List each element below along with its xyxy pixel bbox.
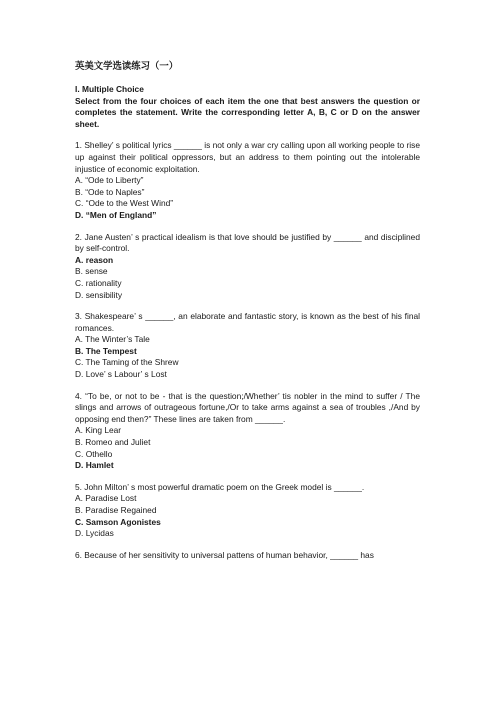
question-2 (75, 232, 420, 302)
question-stem: 1. Shelley’ s political lyrics ______ is not only a war cry calling upon all working people to rise up against their political oppressors, but an address to them pointing out the intolerable injustice of economic exploitation. (75, 140, 420, 174)
answer-option-correct: D. Hamlet (75, 460, 114, 471)
answer-option: B. Romeo and Juliet (75, 437, 151, 448)
question-1 (75, 140, 420, 221)
answer-option-correct: C. Samson Agonistes (75, 516, 161, 527)
answer-option-correct: D. “Men of England” (75, 209, 157, 220)
answer-option: D. Lycidas (75, 528, 114, 539)
answer-option: D. sensibility (75, 289, 123, 300)
answer-option: B. “Ode to Naples” (75, 186, 145, 197)
section-heading: I. Multiple Choice (75, 84, 144, 94)
answer-option-correct: A. reason (75, 254, 114, 265)
answer-option: C. “Ode to the West Wind” (75, 198, 174, 209)
question-stem: 5. John Milton’ s most powerful dramatic poem on the Greek model is ______. (75, 481, 365, 492)
answer-option: D. Love’ s Labour’ s Lost (75, 369, 167, 380)
answer-option-correct: B. The Tempest (75, 345, 137, 356)
answer-option: A. Paradise Lost (75, 493, 137, 504)
question-list (75, 140, 420, 561)
question-stem: 4. “To be, or not to be - that is the question;/Whether’ tis nobler in the mind to suffer / The slings and arrows of outrageous fortune,/Or to take arms against a sea of troubles ,/And by opposing end then?” These lines are taken from ______. (75, 390, 420, 424)
question-5 (75, 482, 420, 540)
section-instructions: Select from the four choices of each item the one that best answers the question or completes the statement. Write the corresponding letter A, B, C or D on the answer sheet. (75, 95, 420, 129)
answer-option: C. Othello (75, 448, 113, 459)
answer-option: A. The Winter’s Tale (75, 334, 150, 345)
answer-option: B. sense (75, 266, 108, 277)
question-stem: 3. Shakespeare’ s ______, an elaborate and fantastic story, is known as the best of his final romances. (75, 311, 420, 333)
answer-option: C. rationality (75, 277, 122, 288)
document-title: 英美文学选读练习（一） (75, 60, 179, 71)
document-content (75, 60, 420, 571)
question-6 (75, 550, 420, 562)
answer-option: C. The Taming of the Shrew (75, 357, 179, 368)
question-3 (75, 311, 420, 381)
question-stem: 6. Because of her sensitivity to universal pattens of human behavior, ______ has (75, 549, 374, 560)
question-4 (75, 391, 420, 472)
answer-option: B. Paradise Regained (75, 505, 157, 515)
answer-option: A. “Ode to Liberty” (75, 175, 144, 186)
answer-option: A. King Lear (75, 425, 122, 436)
question-stem: 2. Jane Austen’ s practical idealism is that love should be justified by ______ and disciplined by self-control. (75, 231, 420, 254)
